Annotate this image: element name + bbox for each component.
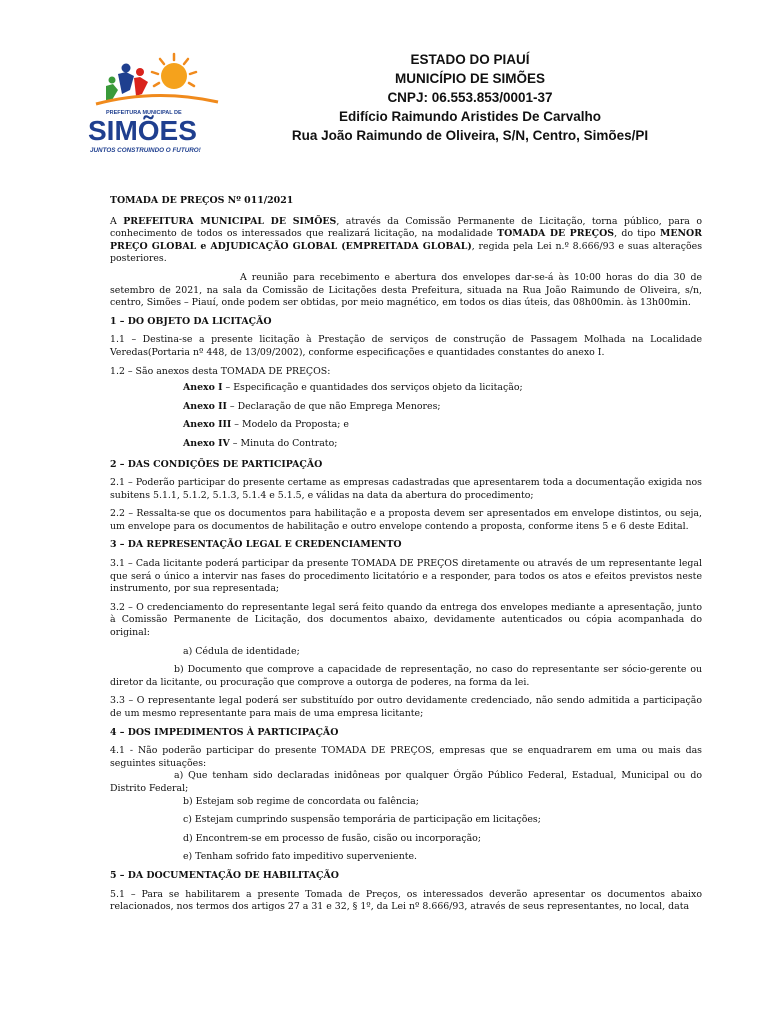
document-body [110,195,702,920]
intro-bold-tipo: MENOR PREÇO GLOBAL e ADJUDICAÇÃO GLOBAL (EMPREITADA GLOBAL) [110,228,703,252]
impedimento-item: d) Encontrem-se em processo de fusão, cisão ou incorporação; [183,832,481,844]
anexos-list [110,382,702,450]
header-municipality: MUNICÍPIO DE SIMÕES [394,71,546,86]
municipality-logo [82,50,230,162]
item-3-2-b: b) Documento que comprove a capacidade de representação, no caso do representante ser sócio-gerente ou diretor da licitante, ou procuração que comprove a outorga de poderes, na forma da lei. [110,664,702,688]
anexo-item [110,419,702,432]
document-title: TOMADA DE PREÇOS Nº 011/2021 [110,195,294,206]
sun-icon [152,54,196,89]
anexo-item [110,382,702,395]
item-1-1: 1.1 – Destina-se a presente licitação à Prestação de serviços de construção de Passagem Molhada na Localidade Veredas(Portaria nº 448, de 13/09/2002), conforme especificações e quantidades constantes do anexo I. [110,334,702,358]
item-3-3: 3.3 – O representante legal poderá ser substituído por outro devidamente credenciado, não sendo admitida a participação de um mesmo representante para mais de uma empresa licitante; [110,695,702,719]
anexo-item [110,401,702,414]
impedimento-item: c) Estejam cumprindo suspensão temporária de participação em licitações; [183,814,541,826]
item-4-1: 4.1 - Não poderão participar do presente TOMADA DE PREÇOS, empresas que se enquadrarem em uma ou mais das seguintes situações: [110,745,702,769]
logo-name: SIMÕES [88,115,197,146]
intro-bold-prefeitura: PREFEITURA MUNICIPAL DE SIMÕES [123,215,337,227]
header-address: Rua João Raimundo de Oliveira, S/N, Centro, Simões/PI [291,128,649,143]
logo-top-text: PREFEITURA MUNICIPAL DE [106,110,182,116]
anexo-label: Anexo I [183,382,223,394]
anexo-label: Anexo IV [183,437,230,449]
reuniao-paragraph: A reunião para recebimento e abertura dos envelopes dar-se-á às 10:00 horas do dia 30 de setembro de 2021, na sala da Comissão de Licitações desta Prefeitura, situada na Rua João Raimundo de Oliveira, s/n, centro, Simões – Piauí, onde podem ser obtidas, por meio magnético, em todos os dias úteis, das 08h00min. às 13h00min. [110,271,702,309]
document-header [255,50,685,145]
section-3-title: 3 – DA REPRESENTAÇÃO LEGAL E CREDENCIAMENTO [110,539,402,551]
anexo-item [110,438,702,451]
impedimento-item: b) Estejam sob regime de concordata ou falência; [183,795,419,807]
anexo-text: – Declaração de que não Emprega Menores; [226,400,441,412]
anexo-label: Anexo III [183,419,232,431]
header-building: Edifício Raimundo Aristides De Carvalho [338,109,602,124]
anexo-text: – Modelo da Proposta; e [231,419,349,431]
impedimento-item: e) Tenham sofrido fato impeditivo superveniente. [183,851,418,863]
header-cnpj: CNPJ: 06.553.853/0001-37 [387,90,553,105]
intro-text-2: , através da Comissão Permanente de Licitação, torna público, para o conhecimento de todos os interessados que realizará licitação, na modalidade [110,215,702,240]
item-1-2: 1.2 – São anexos desta TOMADA DE PREÇOS: [110,365,331,377]
anexo-label: Anexo II [183,400,227,412]
people-figures-icon [106,64,148,101]
prefeitura-simoes-logo-graphic [82,50,230,162]
logo-slogan: JUNTOS CONSTRUINDO O FUTURO! [90,147,201,154]
item-2-1: 2.1 – Poderão participar do presente certame as empresas cadastradas que apresentarem toda a documentação exigida nos subitens 5.1.1, 5.1.2, 5.1.3, 5.1.4 e 5.1.5, e válidas na data da abertura do procedimento; [110,477,702,501]
section-1-title: 1 – DO OBJETO DA LICITAÇÃO [110,315,272,327]
impedimentos-list [110,796,702,864]
section-4-title: 4 – DOS IMPEDIMENTOS À PARTICIPAÇÃO [110,726,339,738]
item-4-1-a: a) Que tenham sido declaradas inidôneas por qualquer Órgão Público Federal, Estadual, Municipal ou do Distrito Federal; [110,770,702,794]
item-2-2: 2.2 – Ressalta-se que os documentos para habilitação e a proposta devem ser apresentados em envelope distintos, ou seja, um envelope para os documentos de habilitação e outro envelope contendo a proposta, conforme itens 5 e 6 deste Edital. [110,508,702,532]
item-5-1: 5.1 – Para se habilitarem a presente Tomada de Preços, os interessados deverão apresentar os documentos abaixo relacionados, nos termos dos artigos 27 a 31 e 32, § 1º, da Lei nº 8.666/93, através de seus representantes, no local, data [110,888,702,913]
section-5-title: 5 – DA DOCUMENTAÇÃO DE HABILITAÇÃO [110,869,339,881]
intro-bold-modalidade: TOMADA DE PREÇOS [497,228,615,240]
intro-text-1: A [110,215,124,227]
item-3-1: 3.1 – Cada licitante poderá participar da presente TOMADA DE PREÇOS diretamente ou através de um representante legal que será o único a intervir nas fases do procedimento licitatório e a responder, para todos os atos e efeitos previstos neste instrumento, por sua representada; [110,558,702,595]
section-2-title: 2 – DAS CONDIÇÕES DE PARTICIPAÇÃO [110,458,323,470]
item-3-2: 3.2 – O credenciamento do representante legal será feito quando da entrega dos envelopes mediante a apresentação, junto à Comissão Permanente de Licitação, dos documentos abaixo, devidamente autenticados ou cópia acompanhada do original: [110,601,702,639]
intro-paragraph [110,216,702,266]
intro-text-4: , regida pela Lei n.º 8.666/93 e suas alterações posteriores. [110,240,702,265]
header-state: ESTADO DO PIAUÍ [410,52,530,67]
anexo-text: – Especificação e quantidades dos serviços objeto da licitação; [222,382,523,394]
anexo-text: – Minuta do Contrato; [229,437,338,449]
intro-text-3: , do tipo [614,228,660,240]
item-3-2-a: a) Cédula de identidade; [183,645,300,657]
